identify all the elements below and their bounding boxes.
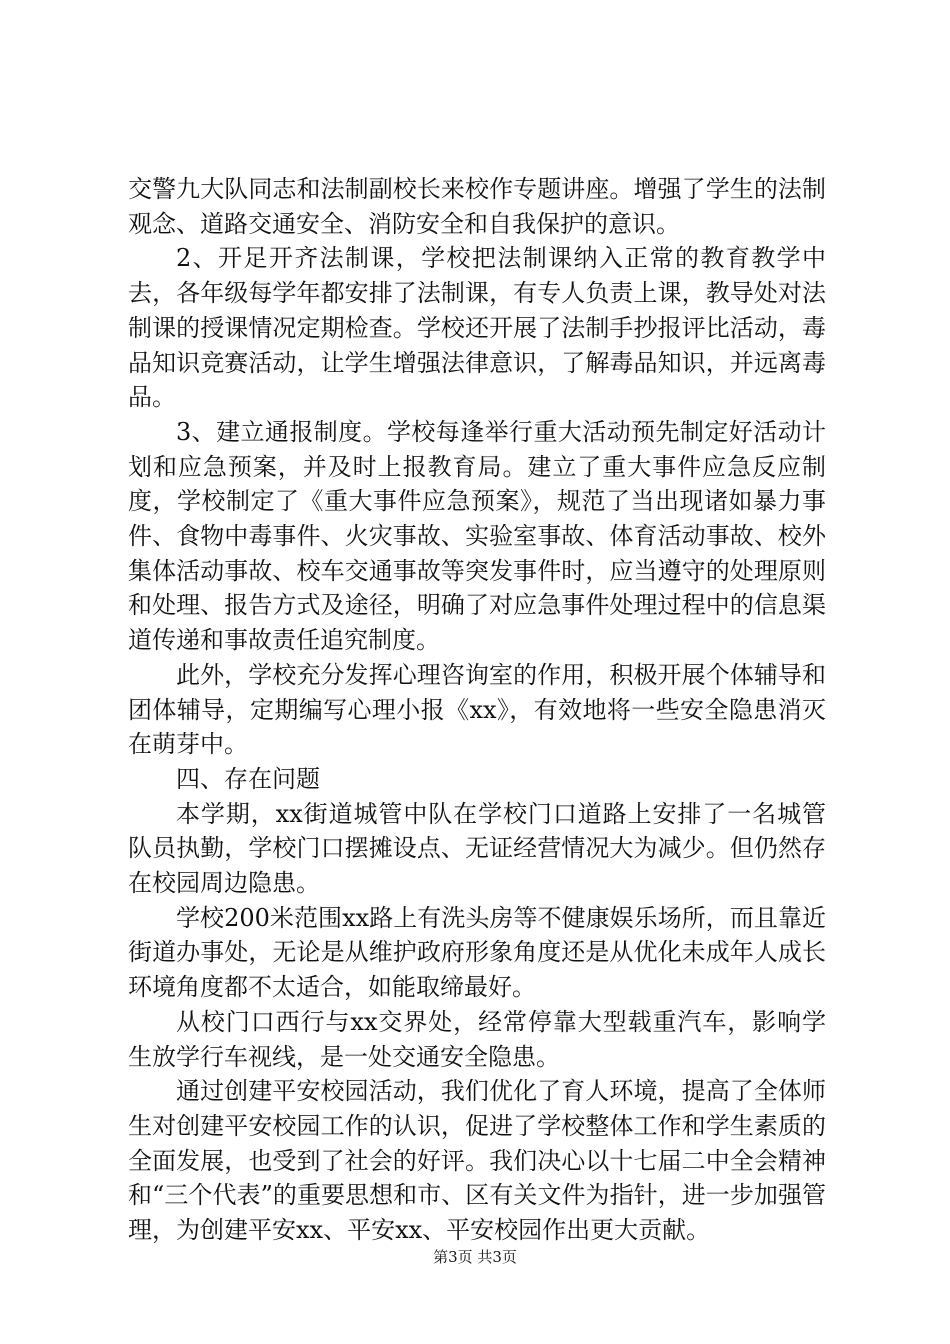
paragraph-entertainment-venues: 学校200米范围xx路上有洗头房等不健康娱乐场所，而且靠近街道办事处，无论是从维护政府形象角度还是从优化未成年人成长环境角度都不太适合，如能取缔最好。 xyxy=(128,903,826,1002)
paragraph-traffic-hazard: 从校门口西行与xx交界处，经常停靠大型载重汽车，影响学生放学行车视线，是一处交通安全隐患。 xyxy=(128,1007,826,1071)
document-body xyxy=(128,172,826,1248)
paragraph-legal-class: 2、开足开齐法制课，学校把法制课纳入正常的教育教学中去，各年级每学年都安排了法制课，有专人负责上课，教导处对法制课的授课情况定期检查。学校还开展了法制手抄报评比活动，毒品知识竞赛活动，让学生增强法律意识，了解毒品知识，并远离毒品。 xyxy=(128,244,826,412)
page-number-footer: 第3页 共3页 xyxy=(433,1248,517,1266)
section-heading-problems: 四、存在问题 xyxy=(176,764,320,793)
paragraph-city-management: 本学期，xx街道城管中队在学校门口道路上安排了一名城管队员执勤，学校门口摆摊设点、无证经营情况大为减少。但仍然存在校园周边隐患。 xyxy=(128,799,826,898)
paragraph-counseling: 此外，学校充分发挥心理咨询室的作用，积极开展个体辅导和团体辅导，定期编写心理小报《xx》，有效地将一些安全隐患消灭在萌芽中。 xyxy=(128,660,826,759)
paragraph-lecture-continuation: 交警九大队同志和法制副校长来校作专题讲座。增强了学生的法制观念、道路交通安全、消防安全和自我保护的意识。 xyxy=(128,175,826,238)
paragraph-conclusion: 通过创建平安校园活动，我们优化了育人环境，提高了全体师生对创建平安校园工作的认识，促进了学校整体工作和学生素质的全面发展，也受到了社会的好评。我们决心以十七届二中全会精神和“三个代表”的重要思想和市、区有关文件为指针，进一步加强管理，为创建平安xx、平安xx、平安校园作出更大贡献。 xyxy=(128,1077,826,1245)
paragraph-reporting-system: 3、建立通报制度。学校每逢举行重大活动预先制定好活动计划和应急预案，并及时上报教育局。建立了重大事件应急反应制度，学校制定了《重大事件应急预案》，规范了当出现诸如暴力事件、食物中毒事件、火灾事故、实验室事故、体育活动事故、校外集体活动事故、校车交通事故等突发事件时，应当遵守的处理原则和处理、报告方式及途径，明确了对应急事件处理过程中的信息渠道传递和事故责任追究制度。 xyxy=(128,417,826,655)
